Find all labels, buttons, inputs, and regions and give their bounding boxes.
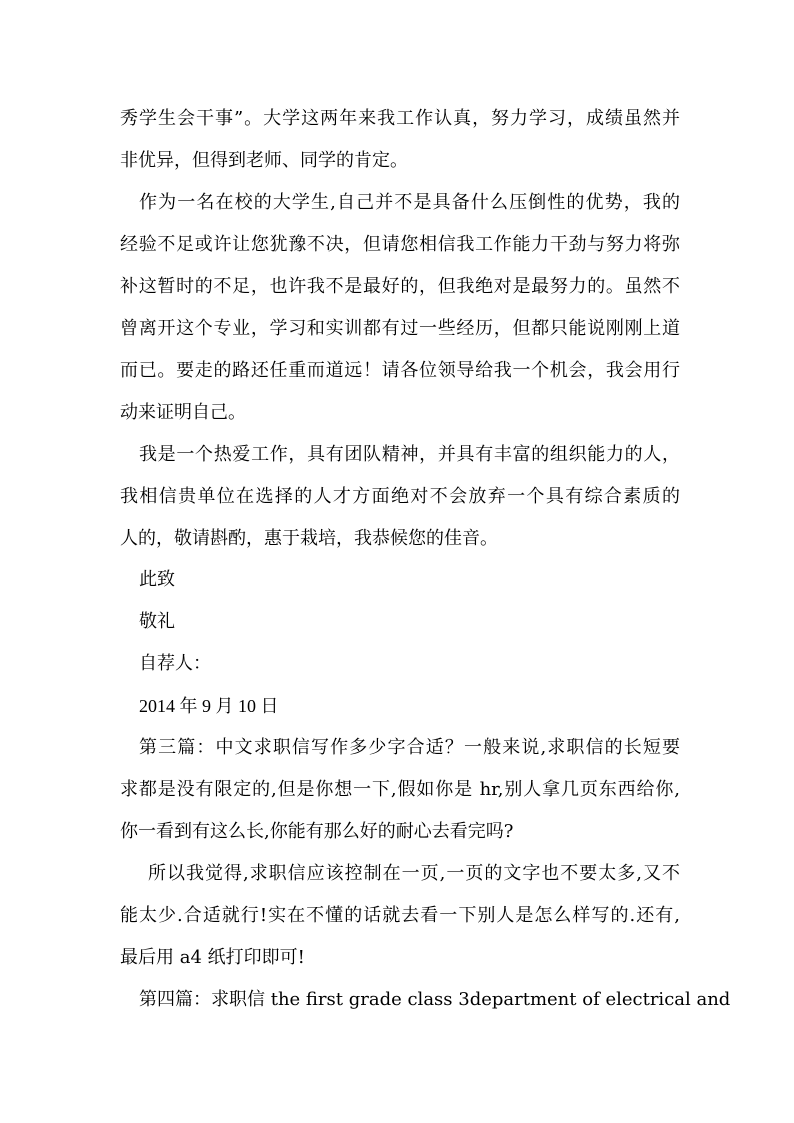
text-line: 能太少.合适就行!实在不懂的话就去看一下别人是怎么样写的.还有, xyxy=(120,905,680,926)
text-line: 你一看到有这么长,你能有那么好的耐心去看完吗? xyxy=(120,821,514,842)
section-heading-line: 第三篇：中文求职信写作多少字合适？一般来说,求职信的长短要 xyxy=(139,737,680,758)
text-line: 我相信贵单位在选择的人才方面绝对不会放弃一个具有综合素质的 xyxy=(120,486,680,507)
text-line: 曾离开这个专业，学习和实训都有过一些经历，但都只能说刚刚上道 xyxy=(120,318,680,339)
closing-line: 敬礼 xyxy=(139,611,175,632)
text-line: 所以我觉得,求职信应该控制在一页,一页的文字也不要太多,又不 xyxy=(148,863,680,884)
signature-label: 自荐人： xyxy=(139,653,211,674)
text-line: 人的，敬请斟酌，惠于栽培，我恭候您的佳音。 xyxy=(120,528,498,549)
text-line: 我是一个热爱工作，具有团队精神，并具有丰富的组织能力的人， xyxy=(139,444,680,465)
text-line: 动来证明自己。 xyxy=(120,402,246,423)
text-line: 经验不足或许让您犹豫不决，但请您相信我工作能力干劲与努力将弥 xyxy=(120,234,680,255)
text-line: 秀学生会干事”。大学这两年来我工作认真，努力学习，成绩虽然并 xyxy=(120,108,680,129)
text-line: 非优异，但得到老师、同学的肯定。 xyxy=(120,150,408,171)
salutation-line: 此致 xyxy=(139,569,175,590)
text-line: 作为一名在校的大学生,自己并不是具备什么压倒性的优势，我的 xyxy=(139,192,680,213)
text-line: 最后用 a4 纸打印即可! xyxy=(120,947,305,968)
text-line: 而已。要走的路还任重而道远！请各位领导给我一个机会，我会用行 xyxy=(120,360,680,381)
date-line: 2014 年 9 月 10 日 xyxy=(139,696,279,716)
section-heading-line: 第四篇：求职信 the first grade class 3department of electrical and xyxy=(139,989,731,1010)
text-line: 求都是没有限定的,但是你想一下,假如你是 hr,别人拿几页东西给你, xyxy=(120,779,680,800)
text-line: 补这暂时的不足，也许我不是最好的，但我绝对是最努力的。虽然不 xyxy=(120,276,680,297)
